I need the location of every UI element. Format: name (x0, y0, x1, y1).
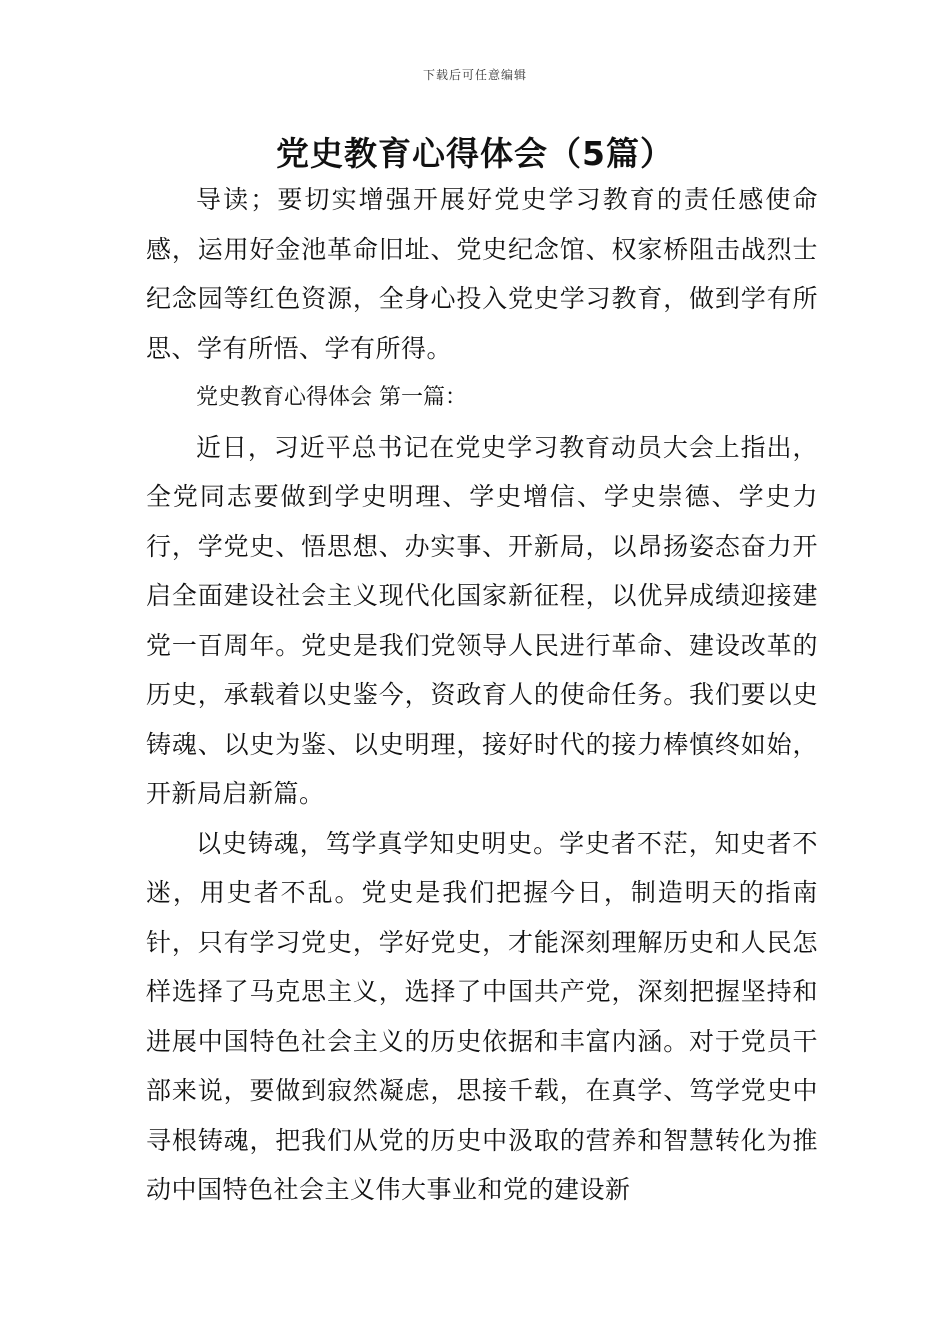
document-body (146, 175, 818, 1215)
page-title: 党史教育心得体会（5篇） (276, 134, 674, 173)
section-heading: 党史教育心得体会 第一篇： (196, 385, 467, 410)
header-note: 下载后可任意编辑 (422, 68, 527, 82)
intro-paragraph: 导读；要切实增强开展好党史学习教育的责任感使命感，运用好金池革命旧址、党史纪念馆、权家桥阻击战烈士纪念园等红色资源，全身心投入党史学习教育，做到学有所思、学有所悟、学有所得。 (146, 185, 818, 363)
body-paragraph-1: 近日，习近平总书记在党史学习教育动员大会上指出，全党同志要做到学史明理、学史增信、学史崇德、学史力行，学党史、悟思想、办实事、开新局，以昂扬姿态奋力开启全面建设社会主义现代化国家新征程，以优异成绩迎接建党一百周年。党史是我们党领导人民进行革命、建设改革的历史，承载着以史鉴今，资政育人的使命任务。我们要以史铸魂、以史为鉴、以史明理，接好时代的接力棒慎终如始，开新局启新篇。 (146, 432, 818, 808)
body-paragraph-2: 以史铸魂，笃学真学知史明史。学史者不茫，知史者不迷，用史者不乱。党史是我们把握今日，制造明天的指南针，只有学习党史，学好党史，才能深刻理解历史和人民怎样选择了马克思主义，选择了中国共产党，深刻把握坚持和进展中国特色社会主义的历史依据和丰富内涵。对于党员干部来说，要做到寂然凝虑，思接千载，在真学、笃学党史中寻根铸魂，把我们从党的历史中汲取的营养和智慧转化为推动中国特色社会主义伟大事业和党的建设新 (146, 828, 818, 1204)
